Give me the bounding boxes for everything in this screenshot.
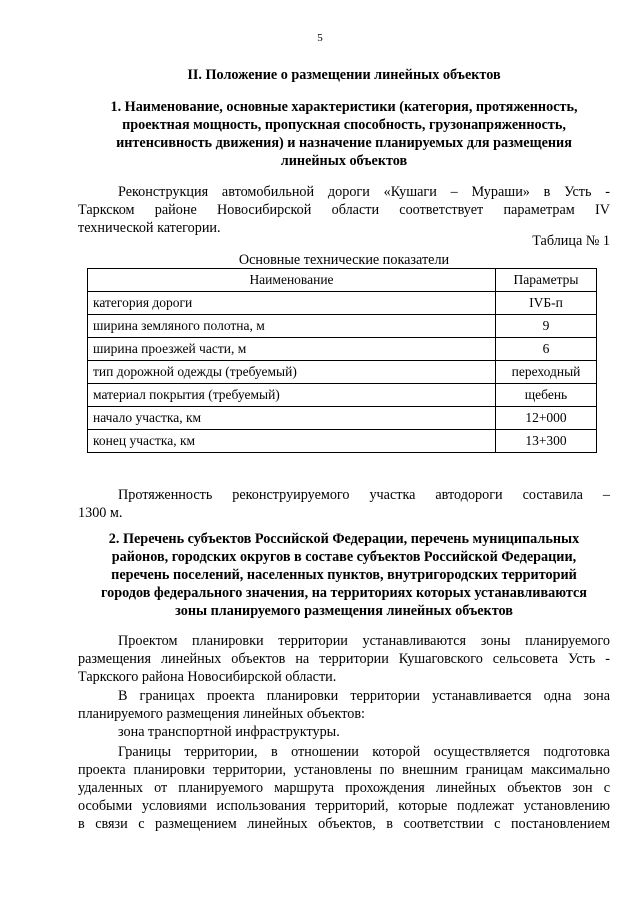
table-caption: Таблица № 1 bbox=[532, 233, 610, 249]
paragraph-5 bbox=[78, 743, 610, 833]
row-name: материал покрытия (требуемый) bbox=[88, 384, 496, 407]
table-row bbox=[88, 407, 597, 430]
section-title: II. Положение о размещении линейных объектов bbox=[187, 67, 501, 83]
paragraph-line: Границы территории, в отношении которой осуществляется подготовка bbox=[118, 744, 610, 760]
paragraph-line: планируемого размещения линейных объектов: bbox=[78, 706, 365, 722]
parameters-table bbox=[87, 268, 597, 453]
row-name: начало участка, км bbox=[88, 407, 496, 430]
paragraph-4 bbox=[78, 687, 610, 723]
table-row bbox=[88, 292, 597, 315]
row-value: 13+300 bbox=[496, 430, 597, 453]
paragraph-line: Таркского района Новосибирской области. bbox=[78, 669, 337, 685]
heading-2-line: зоны планируемого размещения линейных объектов bbox=[175, 603, 513, 619]
paragraph-2 bbox=[78, 486, 610, 522]
heading-2-line: районов, городских округов в составе субъектов Российской Федерации, bbox=[111, 549, 577, 565]
heading-1-line: интенсивность движения) и назначение планируемых для размещения bbox=[116, 135, 572, 151]
paragraph-line: в связи с размещением линейных объектов, в соответствии с постановлением bbox=[78, 816, 610, 832]
heading-1-line: 1. Наименование, основные характеристики (категория, протяженность, bbox=[110, 99, 578, 115]
paragraph-line: проекта планировки территории, установлены по внешним границам максимально bbox=[78, 762, 610, 778]
row-value: 12+000 bbox=[496, 407, 597, 430]
heading-2 bbox=[78, 530, 610, 620]
row-name: категория дороги bbox=[88, 292, 496, 315]
paragraph-line: Протяженность реконструируемого участка автодороги составила – bbox=[118, 487, 610, 503]
row-name: ширина проезжей части, м bbox=[88, 338, 496, 361]
row-value: переходный bbox=[496, 361, 597, 384]
table-row bbox=[88, 361, 597, 384]
heading-1 bbox=[78, 98, 610, 170]
list-item: зона транспортной инфраструктуры. bbox=[118, 724, 340, 740]
heading-1-line: линейных объектов bbox=[280, 153, 408, 169]
table-header-row bbox=[88, 269, 597, 292]
row-value: 9 bbox=[496, 315, 597, 338]
paragraph-line: В границах проекта планировки территории устанавливается одна зона bbox=[118, 688, 610, 704]
page-number: 5 bbox=[317, 32, 323, 44]
row-value: щебень bbox=[496, 384, 597, 407]
paragraph-line: технической категории. bbox=[78, 220, 221, 236]
row-name: конец участка, км bbox=[88, 430, 496, 453]
heading-2-line: городов федерального значения, на территориях которых устанавливаются bbox=[101, 585, 587, 601]
table-row bbox=[88, 384, 597, 407]
row-name: тип дорожной одежды (требуемый) bbox=[88, 361, 496, 384]
table-row bbox=[88, 315, 597, 338]
heading-2-line: 2. Перечень субъектов Российской Федерации, перечень муниципальных bbox=[108, 531, 580, 547]
paragraph-line: Проектом планировки территории устанавливаются зоны планируемого bbox=[118, 633, 610, 649]
row-value: 6 bbox=[496, 338, 597, 361]
table-row bbox=[88, 430, 597, 453]
paragraph-line: удаленных от планируемого маршрута прохождения линейных объектов зон с bbox=[78, 780, 610, 796]
paragraph-line: 1300 м. bbox=[78, 505, 123, 521]
heading-1-line: проектная мощность, пропускная способность, грузонапряженность, bbox=[122, 117, 566, 133]
table-title: Основные технические показатели bbox=[238, 252, 450, 268]
row-value: IVБ-п bbox=[496, 292, 597, 315]
paragraph-line: особыми условиями использования территорий, которые подлежат установлению bbox=[78, 798, 610, 814]
heading-2-line: перечень поселений, населенных пунктов, внутригородских территорий bbox=[111, 567, 577, 583]
column-header-name: Наименование bbox=[88, 269, 496, 292]
table-row bbox=[88, 338, 597, 361]
column-header-value: Параметры bbox=[496, 269, 597, 292]
paragraph-line: размещения линейных объектов на территории Кушаговского сельсовета Усть - bbox=[78, 651, 610, 667]
paragraph-line: Реконструкция автомобильной дороги «Кушаги – Мураши» в Усть - bbox=[118, 184, 610, 200]
paragraph-1 bbox=[78, 183, 610, 237]
row-name: ширина земляного полотна, м bbox=[88, 315, 496, 338]
paragraph-3 bbox=[78, 632, 610, 686]
paragraph-line: Таркском районе Новосибирской области соответствует параметрам IV bbox=[78, 202, 610, 218]
